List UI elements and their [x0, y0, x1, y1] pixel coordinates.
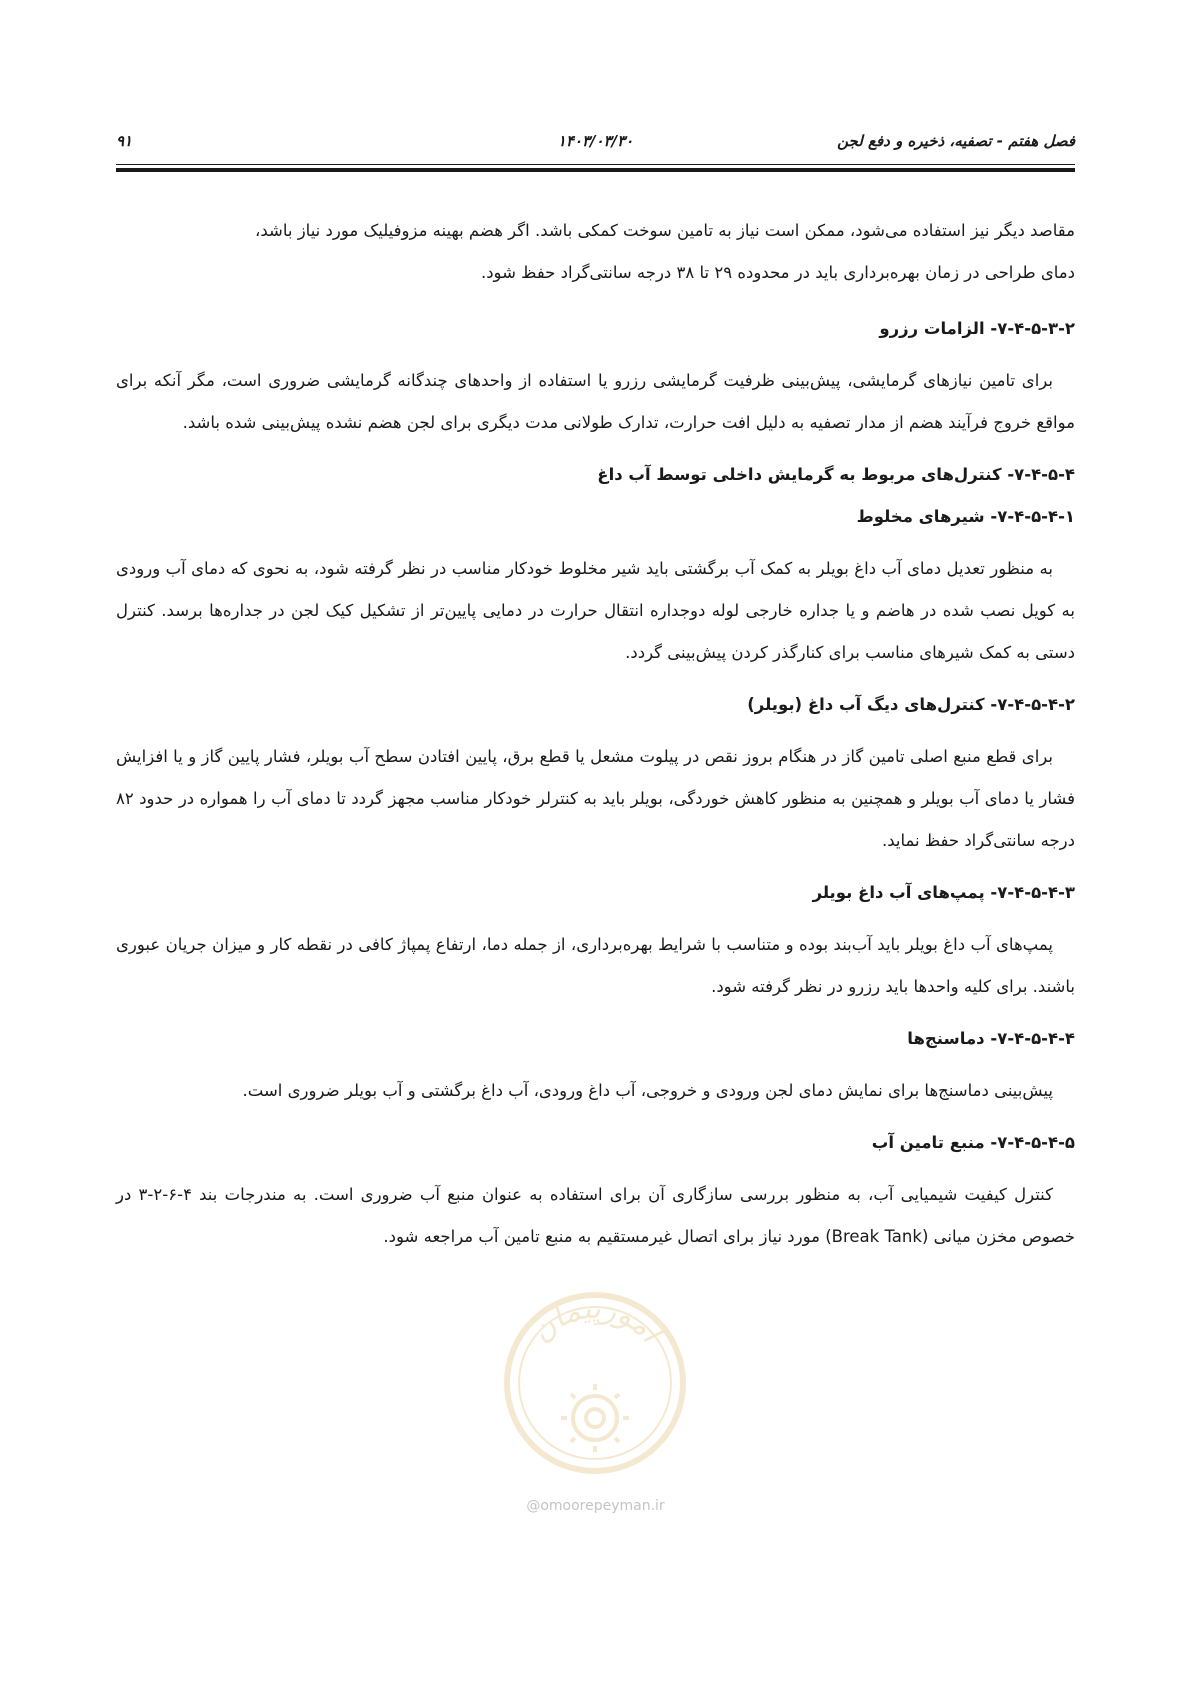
section-heading-reserve-requirements: ۷-۴-۵-۳-۲- الزامات رزرو — [879, 319, 1075, 338]
section-heading-mixing-valves: ۷-۴-۵-۴-۱- شیرهای مخلوط — [856, 507, 1075, 526]
section-paragraph: پمپ‌های آب داغ بویلر باید آب‌بند بوده و متناسب با شرایط بهره‌برداری، از جمله دما، ارتفاع پمپاژ کافی در نقطه کار و میزان جریان عبوری باشند. برای کلیه واحدها باید رزرو در نظر گرفته شود. — [116, 935, 1075, 996]
watermark-site: @omoorepeyman.ir — [526, 1498, 665, 1514]
intro-line: دمای طراحی در زمان بهره‌برداری باید در محدوده ۲۹ تا ۳۸ درجه سانتی‌گراد حفظ شود. — [480, 263, 1075, 282]
watermark-outer-ring — [507, 1295, 683, 1471]
page-content — [116, 210, 1075, 1258]
watermark-logo — [502, 1290, 688, 1476]
header-rule — [116, 164, 1075, 165]
section-heading-water-supply: ۷-۴-۵-۴-۵- منبع تامین آب — [871, 1133, 1075, 1152]
page-header — [116, 128, 1075, 162]
intro-line: مقاصد دیگر نیز استفاده می‌شود، ممکن است نیاز به تامین سوخت کمکی باشد. اگر هضم بهینه مزوفیلیک مورد نیاز باشد، — [255, 221, 1075, 240]
page-number: ۹۱ — [116, 132, 133, 150]
watermark-logo-text: امورپیمان — [523, 1290, 668, 1350]
section-paragraph: برای تامین نیازهای گرمایشی، پیش‌بینی ظرفیت گرمایشی رزرو یا استفاده از واحدهای چندگانه گرمایشی ضروری است، مگر آنکه برای مواقع خروج فرآیند هضم از مدار تصفیه به دلیل افت حرارت، تدارک طولانی مدت دیگری برای لجن هضم نشده پیش‌بینی شده باشد. — [116, 371, 1075, 432]
gear-icon — [561, 1384, 629, 1452]
header-rule-thick — [116, 168, 1075, 172]
section-heading-boiler-controls: ۷-۴-۵-۴-۲- کنترل‌های دیگ آب داغ (بویلر) — [747, 695, 1075, 714]
chapter-title: فصل هفتم - تصفیه، ذخیره و دفع لجن — [837, 132, 1075, 150]
watermark-inner-ring — [519, 1307, 671, 1459]
section-paragraph: کنترل کیفیت شیمیایی آب، به منظور بررسی سازگاری آن برای استفاده به عنوان منبع آب ضروری است. به مندرجات بند ۴-۶-۲-۳ در خصوص مخزن میانی (Break Tank) مورد نیاز برای اتصال غیرمستقیم به منبع تامین آب مراجعه شود. — [116, 1185, 1075, 1246]
section-heading-hot-water-heating-controls: ۷-۴-۵-۴- کنترل‌های مربوط به گرمایش داخلی توسط آب داغ — [597, 465, 1075, 484]
section-heading-boiler-pumps: ۷-۴-۵-۴-۳- پمپ‌های آب داغ بویلر — [812, 883, 1075, 902]
header-date: ۱۴۰۳/۰۳/۳۰ — [557, 132, 634, 150]
section-heading-thermometers: ۷-۴-۵-۴-۴- دماسنج‌ها — [907, 1029, 1075, 1048]
section-paragraph: برای قطع منبع اصلی تامین گاز در هنگام بروز نقص در پیلوت مشعل یا قطع برق، پایین افتادن سطح آب بویلر، فشار پایین گاز و یا افزایش فشار یا دمای آب بویلر و همچنین به منظور کاهش خوردگی، بویلر باید به کنترلر خودکار مناسب مجهز گردد تا دمای آب را همواره در حدود ۸۲ درجه سانتی‌گراد حفظ نماید. — [116, 747, 1075, 850]
section-paragraph: به منظور تعدیل دمای آب داغ بویلر به کمک آب برگشتی باید شیر مخلوط خودکار مناسب در نظر گرفته شود، به نحوی که دمای آب ورودی به کویل نصب شده در هاضم و یا جداره خارجی لوله دوجداره انتقال حرارت در دمایی پایین‌تر از تشکیل کیک لجن در جداره‌ها برسد. کنترل دستی به کمک شیرهای مناسب برای کنارگذر کردن پیش‌بینی گردد. — [116, 559, 1075, 662]
section-paragraph: پیش‌بینی دماسنج‌ها برای نمایش دمای لجن ورودی و خروجی، آب داغ ورودی، آب داغ برگشتی و آب بویلر ضروری است. — [242, 1081, 1053, 1100]
